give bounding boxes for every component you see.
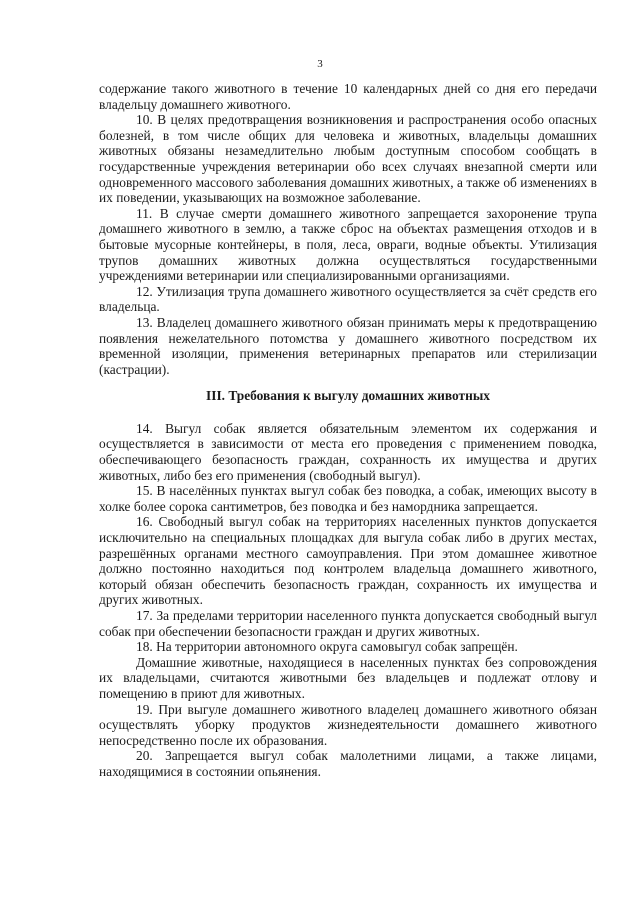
page-number: 3 [317,58,323,70]
section-heading: III. Требования к выгулу домашних животных [206,388,490,404]
paragraph-18-note: Домашние животные, находящиеся в населенных пунктах без сопровождения их владельцами, считаются животными без владельцев и подлежат отлову и помещению в приют для животных. [99,654,597,701]
document-body [99,81,597,780]
paragraph-16: 16. Свободный выгул собак на территориях населенных пунктов допускается исключительно на специальных площадках для выгула собак либо в других местах, разрешённых органами местного самоуправления. При этом домашнее животное должно постоянно находиться под контролем владельца домашнего животного, который обязан обеспечить безопасность граждан, сохранность их имущества и других животных. [99,514,597,608]
paragraph-14: 14. Выгул собак является обязательным элементом их содержания и осуществляется в зависимости от места его проведения с применением поводка, обеспечивающего безопасность граждан, сохранность их имущества и других животных, либо без его применения (свободный выгул). [99,420,597,483]
paragraph-12: 12. Утилизация трупа домашнего животного осуществляется за счёт средств его владельца. [99,283,597,315]
paragraph-continuation: содержание такого животного в течение 10 календарных дней со дня его передачи владельцу домашнего животного. [99,81,597,112]
paragraph-20: 20. Запрещается выгул собак малолетними лицами, а также лицами, находящимися в состоянии опьянения. [99,748,597,779]
paragraph-18: 18. На территории автономного округа самовыгул собак запрещён. [136,639,518,655]
paragraph-11: 11. В случае смерти домашнего животного запрещается захоронение трупа домашнего животного в землю, а также сброс на объектах размещения отходов и в бытовые мусорные контейнеры, в поля, леса, овраги, водные объекты. Утилизация трупов домашних животных должна осуществляться государственными учреждениями ветеринарии или специализированными организациями. [99,205,597,284]
paragraph-17: 17. За пределами территории населенного пункта допускается свободный выгул собак при обеспечении безопасности граждан и других животных. [99,608,597,639]
paragraph-13: 13. Владелец домашнего животного обязан принимать меры к предотвращению появления нежелательного потомства у домашнего животного посредством их временной изоляции, применения ветеринарных препаратов или стерилизации (кастрации). [99,314,597,377]
paragraph-19: 19. При выгуле домашнего животного владелец домашнего животного обязан осуществлять уборку продуктов жизнедеятельности домашнего животного непосредственно после их образования. [99,701,597,748]
paragraph-15: 15. В населённых пунктах выгул собак без поводка, а собак, имеющих высоту в холке более сорока сантиметров, без поводка и без намордника запрещается. [99,483,597,514]
paragraph-10: 10. В целях предотвращения возникновения и распространения особо опасных болезней, в том числе общих для человека и животных, владельцы домашних животных обязаны незамедлительно любым доступным способом сообщать в государственные учреждения ветеринарии обо всех случаях внезапной смерти или одновременного массового заболевания домашних животных, а также об изменениях в их поведении, указывающих на возможное заболевание. [99,112,597,206]
